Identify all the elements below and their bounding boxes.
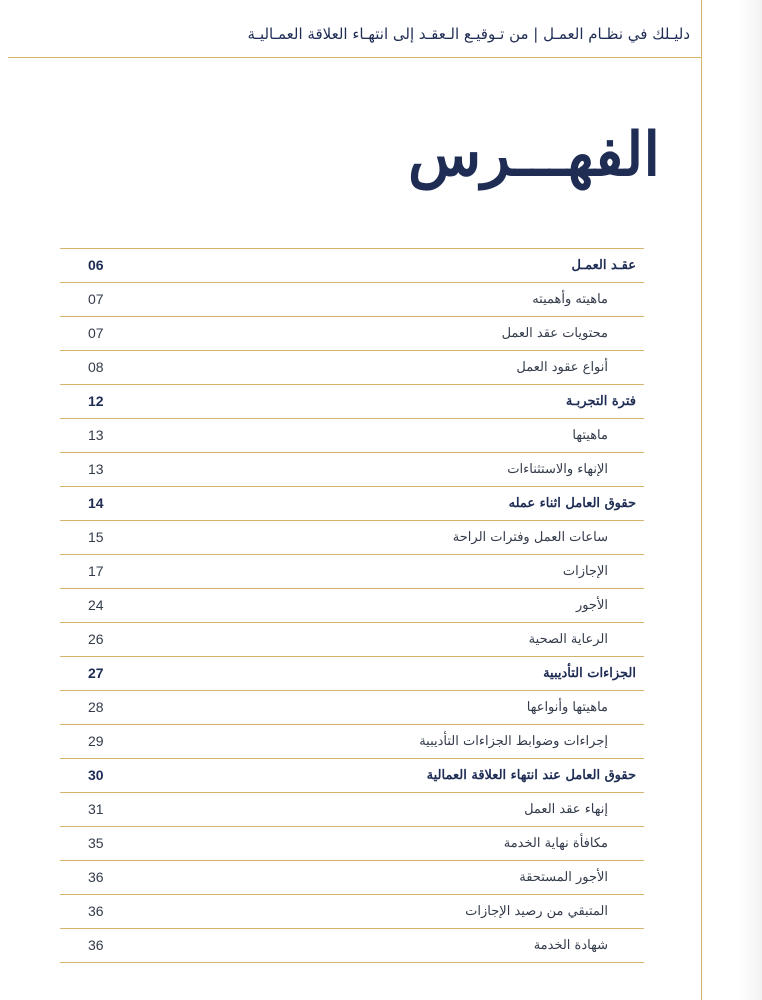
toc-page-number: 07 — [88, 291, 104, 307]
toc-page-number: 15 — [88, 529, 104, 545]
toc-page-number: 36 — [88, 903, 104, 919]
toc-section-row[interactable] — [60, 487, 644, 521]
toc-entry-row[interactable] — [60, 725, 644, 759]
toc-entry-row[interactable] — [60, 861, 644, 895]
toc-page-number: 36 — [88, 869, 104, 885]
toc-page-number: 06 — [88, 257, 104, 273]
frame-vertical-rule — [701, 0, 702, 1000]
toc-page-number: 31 — [88, 801, 104, 817]
toc-entry-label: حقوق العامل عند انتهاء العلاقة العمالية — [426, 768, 636, 783]
toc-section-row[interactable] — [60, 657, 644, 691]
toc-entry-label: عقـد العمـل — [571, 258, 636, 273]
toc-entry-label: مكافأة نهاية الخدمة — [503, 836, 608, 851]
toc-section-row[interactable] — [60, 385, 644, 419]
page-edge-shadow — [740, 0, 762, 1000]
toc-entry-label: الرعاية الصحية — [528, 632, 608, 647]
toc-entry-label: أنواع عقود العمل — [516, 360, 608, 375]
toc-entry-label: ماهيتها — [572, 428, 608, 443]
toc-entry-label: محتويات عقد العمل — [501, 326, 608, 341]
toc-page-number: 30 — [88, 767, 104, 783]
toc-page-number: 26 — [88, 631, 104, 647]
toc-entry-label: إجراءات وضوابط الجزاءات التأديبية — [419, 734, 608, 749]
toc-page-number: 27 — [88, 665, 104, 681]
toc-section-row[interactable] — [60, 759, 644, 793]
toc-entry-label: إنهاء عقد العمل — [524, 802, 608, 817]
toc-entry-row[interactable] — [60, 521, 644, 555]
toc-entry-label: الأجور المستحقة — [519, 870, 608, 885]
toc-page-number: 13 — [88, 427, 104, 443]
toc-entry-label: المتبقي من رصيد الإجازات — [465, 904, 608, 919]
toc-entry-row[interactable] — [60, 351, 644, 385]
toc-entry-label: فترة التجربـة — [565, 394, 636, 409]
toc-page-number: 08 — [88, 359, 104, 375]
toc-page-number: 29 — [88, 733, 104, 749]
toc-entry-label: ماهيته وأهميته — [532, 292, 608, 307]
toc-entry-row[interactable] — [60, 929, 644, 963]
toc-entry-label: الجزاءات التأديبية — [543, 666, 636, 681]
toc-entry-row[interactable] — [60, 793, 644, 827]
toc-entry-row[interactable] — [60, 827, 644, 861]
toc-entry-label: شهادة الخدمة — [533, 938, 608, 953]
toc-entry-row[interactable] — [60, 419, 644, 453]
toc-entry-label: الإجازات — [562, 564, 608, 579]
toc-page-number: 28 — [88, 699, 104, 715]
toc-entry-label: حقوق العامل اثناء عمله — [508, 496, 636, 511]
toc-entry-row[interactable] — [60, 453, 644, 487]
toc-entry-row[interactable] — [60, 623, 644, 657]
page-title: الفهـــرس — [407, 120, 660, 190]
toc-entry-row[interactable] — [60, 589, 644, 623]
toc-entry-row[interactable] — [60, 317, 644, 351]
toc-entry-row[interactable] — [60, 691, 644, 725]
toc-page-number: 07 — [88, 325, 104, 341]
toc-entry-label: ساعات العمل وفترات الراحة — [452, 530, 608, 545]
toc-entry-label: ماهيتها وأنواعها — [526, 700, 608, 715]
table-of-contents — [60, 248, 644, 963]
toc-entry-row[interactable] — [60, 283, 644, 317]
header-rule — [8, 57, 702, 58]
toc-page-number: 24 — [88, 597, 104, 613]
running-header: دليـلك في نظـام العمـل | من تـوقيـع الـعقـد إلى انتهـاء العلاقة العمـاليـة — [247, 25, 690, 43]
toc-page-number: 13 — [88, 461, 104, 477]
toc-page-number: 14 — [88, 495, 104, 511]
toc-entry-label: الأجور — [575, 598, 608, 613]
toc-page-number: 35 — [88, 835, 104, 851]
toc-entry-row[interactable] — [60, 555, 644, 589]
toc-page-number: 36 — [88, 937, 104, 953]
toc-page-number: 17 — [88, 563, 104, 579]
toc-entry-label: الإنهاء والاستثناءات — [507, 462, 608, 477]
toc-page-number: 12 — [88, 393, 104, 409]
toc-entry-row[interactable] — [60, 895, 644, 929]
toc-section-row[interactable] — [60, 249, 644, 283]
